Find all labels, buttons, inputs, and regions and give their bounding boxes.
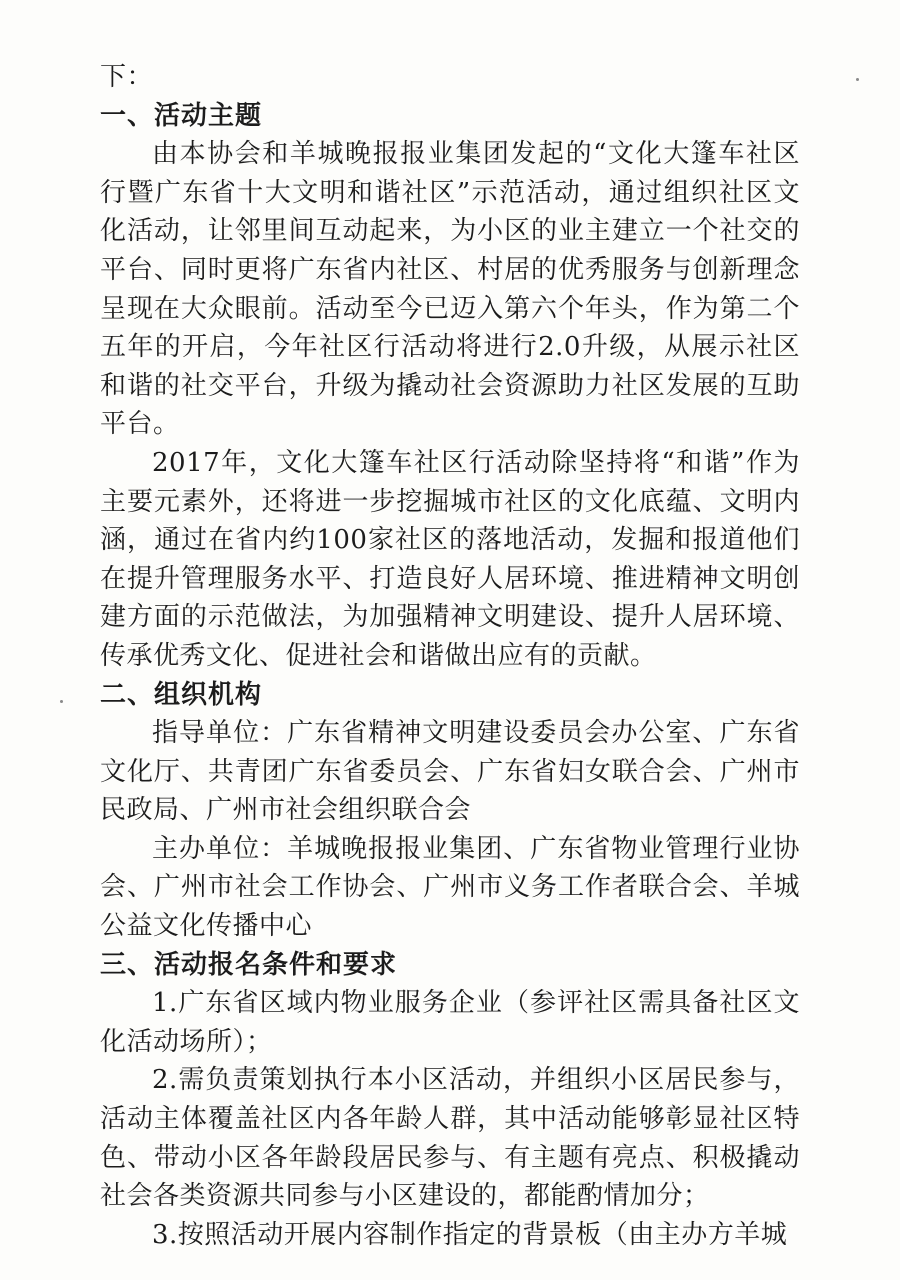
paragraph-guiding-units: 指导单位：广东省精神文明建设委员会办公室、广东省文化厅、共青团广东省委员会、广东省妇女联合会、广州市民政局、广州市社会组织联合会 [100,718,800,826]
section-heading-requirements: 三、活动报名条件和要求 [100,949,398,980]
requirement-item-1: 1.广东省区域内物业服务企业（参评社区需具备社区文化活动场所）； [100,988,800,1057]
requirement-item-2: 2.需负责策划执行本小区活动，并组织小区居民参与，活动主体覆盖社区内各年龄人群，其中活动能够彰显社区特色、带动小区各年龄段居民参与、有主题有亮点、积极撬动社会各类资源共同参与小区建设的，都能酌情加分； [100,1065,800,1212]
paragraph-theme-intro: 由本协会和羊城晚报报业集团发起的“文化大篷车社区行暨广东省十大文明和谐社区”示范活动，通过组织社区文化活动，让邻里间互动起来，为小区的业主建立一个社交的平台、同时更将广东省内社区、村居的优秀服务与创新理念呈现在大众眼前。活动至今已迈入第六个年头，作为第二个五年的开启，今年社区行活动将进行2.0升级，从展示社区和谐的社交平台，升级为撬动社会资源助力社区发展的互助平台。 [100,139,800,440]
section-heading-organization: 二、组织机构 [100,679,263,710]
paragraph-2017-plan: 2017年，文化大篷车社区行活动除坚持将“和谐”作为主要元素外，还将进一步挖掘城市社区的文化底蕴、文明内涵，通过在省内约100家社区的落地活动，发掘和报道他们在提升管理服务水平、打造良好人居环境、推进精神文明创建方面的示范做法，为加强精神文明建设、提升人居环境、传承优秀文化、促进社会和谐做出应有的贡献。 [100,447,800,671]
scan-speck [856,78,859,81]
document-body [100,58,800,1254]
section-heading-theme: 一、活动主题 [100,100,263,131]
requirement-item-3: 3.按照活动开展内容制作指定的背景板（由主办方羊城 [152,1219,788,1250]
continuation-text: 下： [100,62,154,92]
paragraph-host-units: 主办单位：羊城晚报报业集团、广东省物业管理行业协会、广州市社会工作协会、广州市义务工作者联合会、羊城公益文化传播中心 [100,833,800,942]
scan-speck [60,700,63,703]
